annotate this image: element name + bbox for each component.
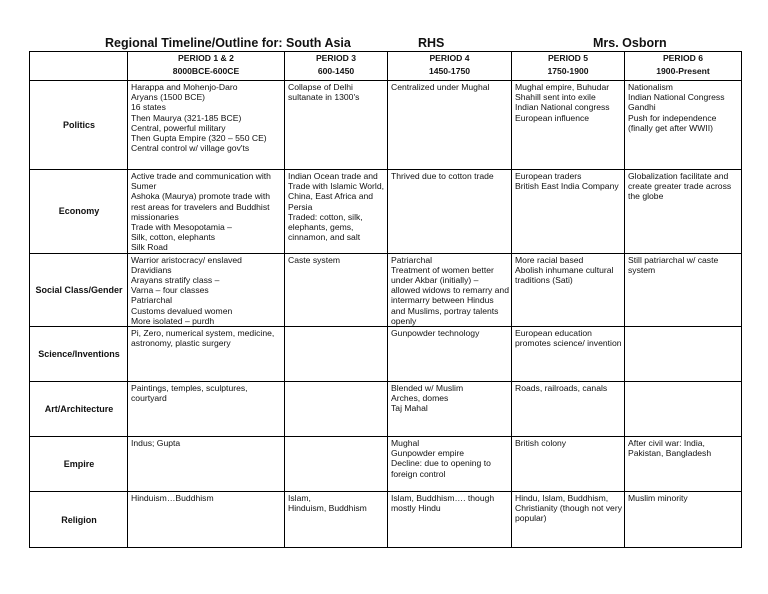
row-header-art: Art/Architecture — [30, 382, 128, 437]
table-row — [30, 492, 742, 548]
table-cell: Thrived due to cotton trade — [388, 170, 512, 254]
table-cell: More racial based Abolish inhumane cultural traditions (Sati) — [512, 253, 625, 326]
table-cell: Caste system — [285, 253, 388, 326]
row-header-science: Science/Inventions — [30, 327, 128, 382]
table-cell: Muslim minority — [625, 492, 742, 548]
table-cell — [285, 382, 388, 437]
header-row — [30, 52, 742, 81]
table-cell: Mughal Gunpowder empire Decline: due to opening to foreign control — [388, 437, 512, 492]
table-cell: Still patriarchal w/ caste system — [625, 253, 742, 326]
table-cell: Mughal empire, Buhudar Shahill sent into exile Indian National congress European influence — [512, 81, 625, 170]
column-header: PERIOD 4 1450-1750 — [388, 52, 512, 81]
table-cell: Paintings, temples, sculptures, courtyard — [128, 382, 285, 437]
corner-cell — [30, 52, 128, 81]
table-row — [30, 437, 742, 492]
table-cell: Hinduism…Buddhism — [128, 492, 285, 548]
table-cell: European education promotes science/ invention — [512, 327, 625, 382]
table-cell: Roads, railroads, canals — [512, 382, 625, 437]
timeline-table — [29, 51, 742, 548]
table-cell: After civil war: India, Pakistan, Bangladesh — [625, 437, 742, 492]
column-header: PERIOD 6 1900-Present — [625, 52, 742, 81]
table-cell — [625, 327, 742, 382]
table-cell: Islam, Buddhism…. though mostly Hindu — [388, 492, 512, 548]
school-name: RHS — [418, 36, 445, 50]
teacher-name: Mrs. Osborn — [593, 36, 667, 50]
table-cell: Collapse of Delhi sultanate in 1300's — [285, 81, 388, 170]
row-header-religion: Religion — [30, 492, 128, 548]
table-row — [30, 170, 742, 254]
table-cell: British colony — [512, 437, 625, 492]
table-cell: Patriarchal Treatment of women better under Akbar (initially) – allowed widows to remarry and intermarry between Hindus and Muslims, portray talents openly — [388, 253, 512, 326]
table-cell: European traders British East India Company — [512, 170, 625, 254]
table-cell: Indian Ocean trade and Trade with Islamic World, China, East Africa and Persia Traded: cotton, silk, elephants, gems, cinnamon, and salt — [285, 170, 388, 254]
row-header-economy: Economy — [30, 170, 128, 254]
table-cell: Blended w/ Muslim Arches, domes Taj Mahal — [388, 382, 512, 437]
table-cell — [285, 437, 388, 492]
table-row — [30, 382, 742, 437]
page-header — [30, 36, 750, 52]
table-cell: Centralized under Mughal — [388, 81, 512, 170]
table-cell: Gunpowder technology — [388, 327, 512, 382]
row-header-social: Social Class/Gender — [30, 253, 128, 326]
document-title: Regional Timeline/Outline for: South Asia — [105, 36, 351, 50]
table-cell: Pi, Zero, numerical system, medicine, astronomy, plastic surgery — [128, 327, 285, 382]
table-cell — [285, 327, 388, 382]
table-row — [30, 253, 742, 326]
table-cell — [625, 382, 742, 437]
table-cell: Harappa and Mohenjo-Daro Aryans (1500 BCE) 16 states Then Maurya (321-185 BCE) Central, powerful military Then Gupta Empire (320 – 550 CE) Central control w/ village gov'ts — [128, 81, 285, 170]
column-header: PERIOD 5 1750-1900 — [512, 52, 625, 81]
table-cell: Indus; Gupta — [128, 437, 285, 492]
row-header-empire: Empire — [30, 437, 128, 492]
table-cell: Globalization facilitate and create greater trade across the globe — [625, 170, 742, 254]
table-cell: Active trade and communication with Sumer Ashoka (Maurya) promote trade with rest areas for travelers and Buddhist missionaries Trade with Mesopotamia – Silk, cotton, elephants Silk Road — [128, 170, 285, 254]
row-header-politics: Politics — [30, 81, 128, 170]
table-cell: Hindu, Islam, Buddhism, Christianity (though not very popular) — [512, 492, 625, 548]
table-cell: Nationalism Indian National Congress Gandhi Push for independence (finally get after WWII) — [625, 81, 742, 170]
table-cell: Warrior aristocracy/ enslaved Dravidians Arayans stratify class – Varna – four classes Patriarchal Customs devalued women More isolated – purdh — [128, 253, 285, 326]
table-row — [30, 327, 742, 382]
column-header: PERIOD 1 & 2 8000BCE-600CE — [128, 52, 285, 81]
column-header: PERIOD 3 600-1450 — [285, 52, 388, 81]
table-row — [30, 81, 742, 170]
table-cell: Islam, Hinduism, Buddhism — [285, 492, 388, 548]
